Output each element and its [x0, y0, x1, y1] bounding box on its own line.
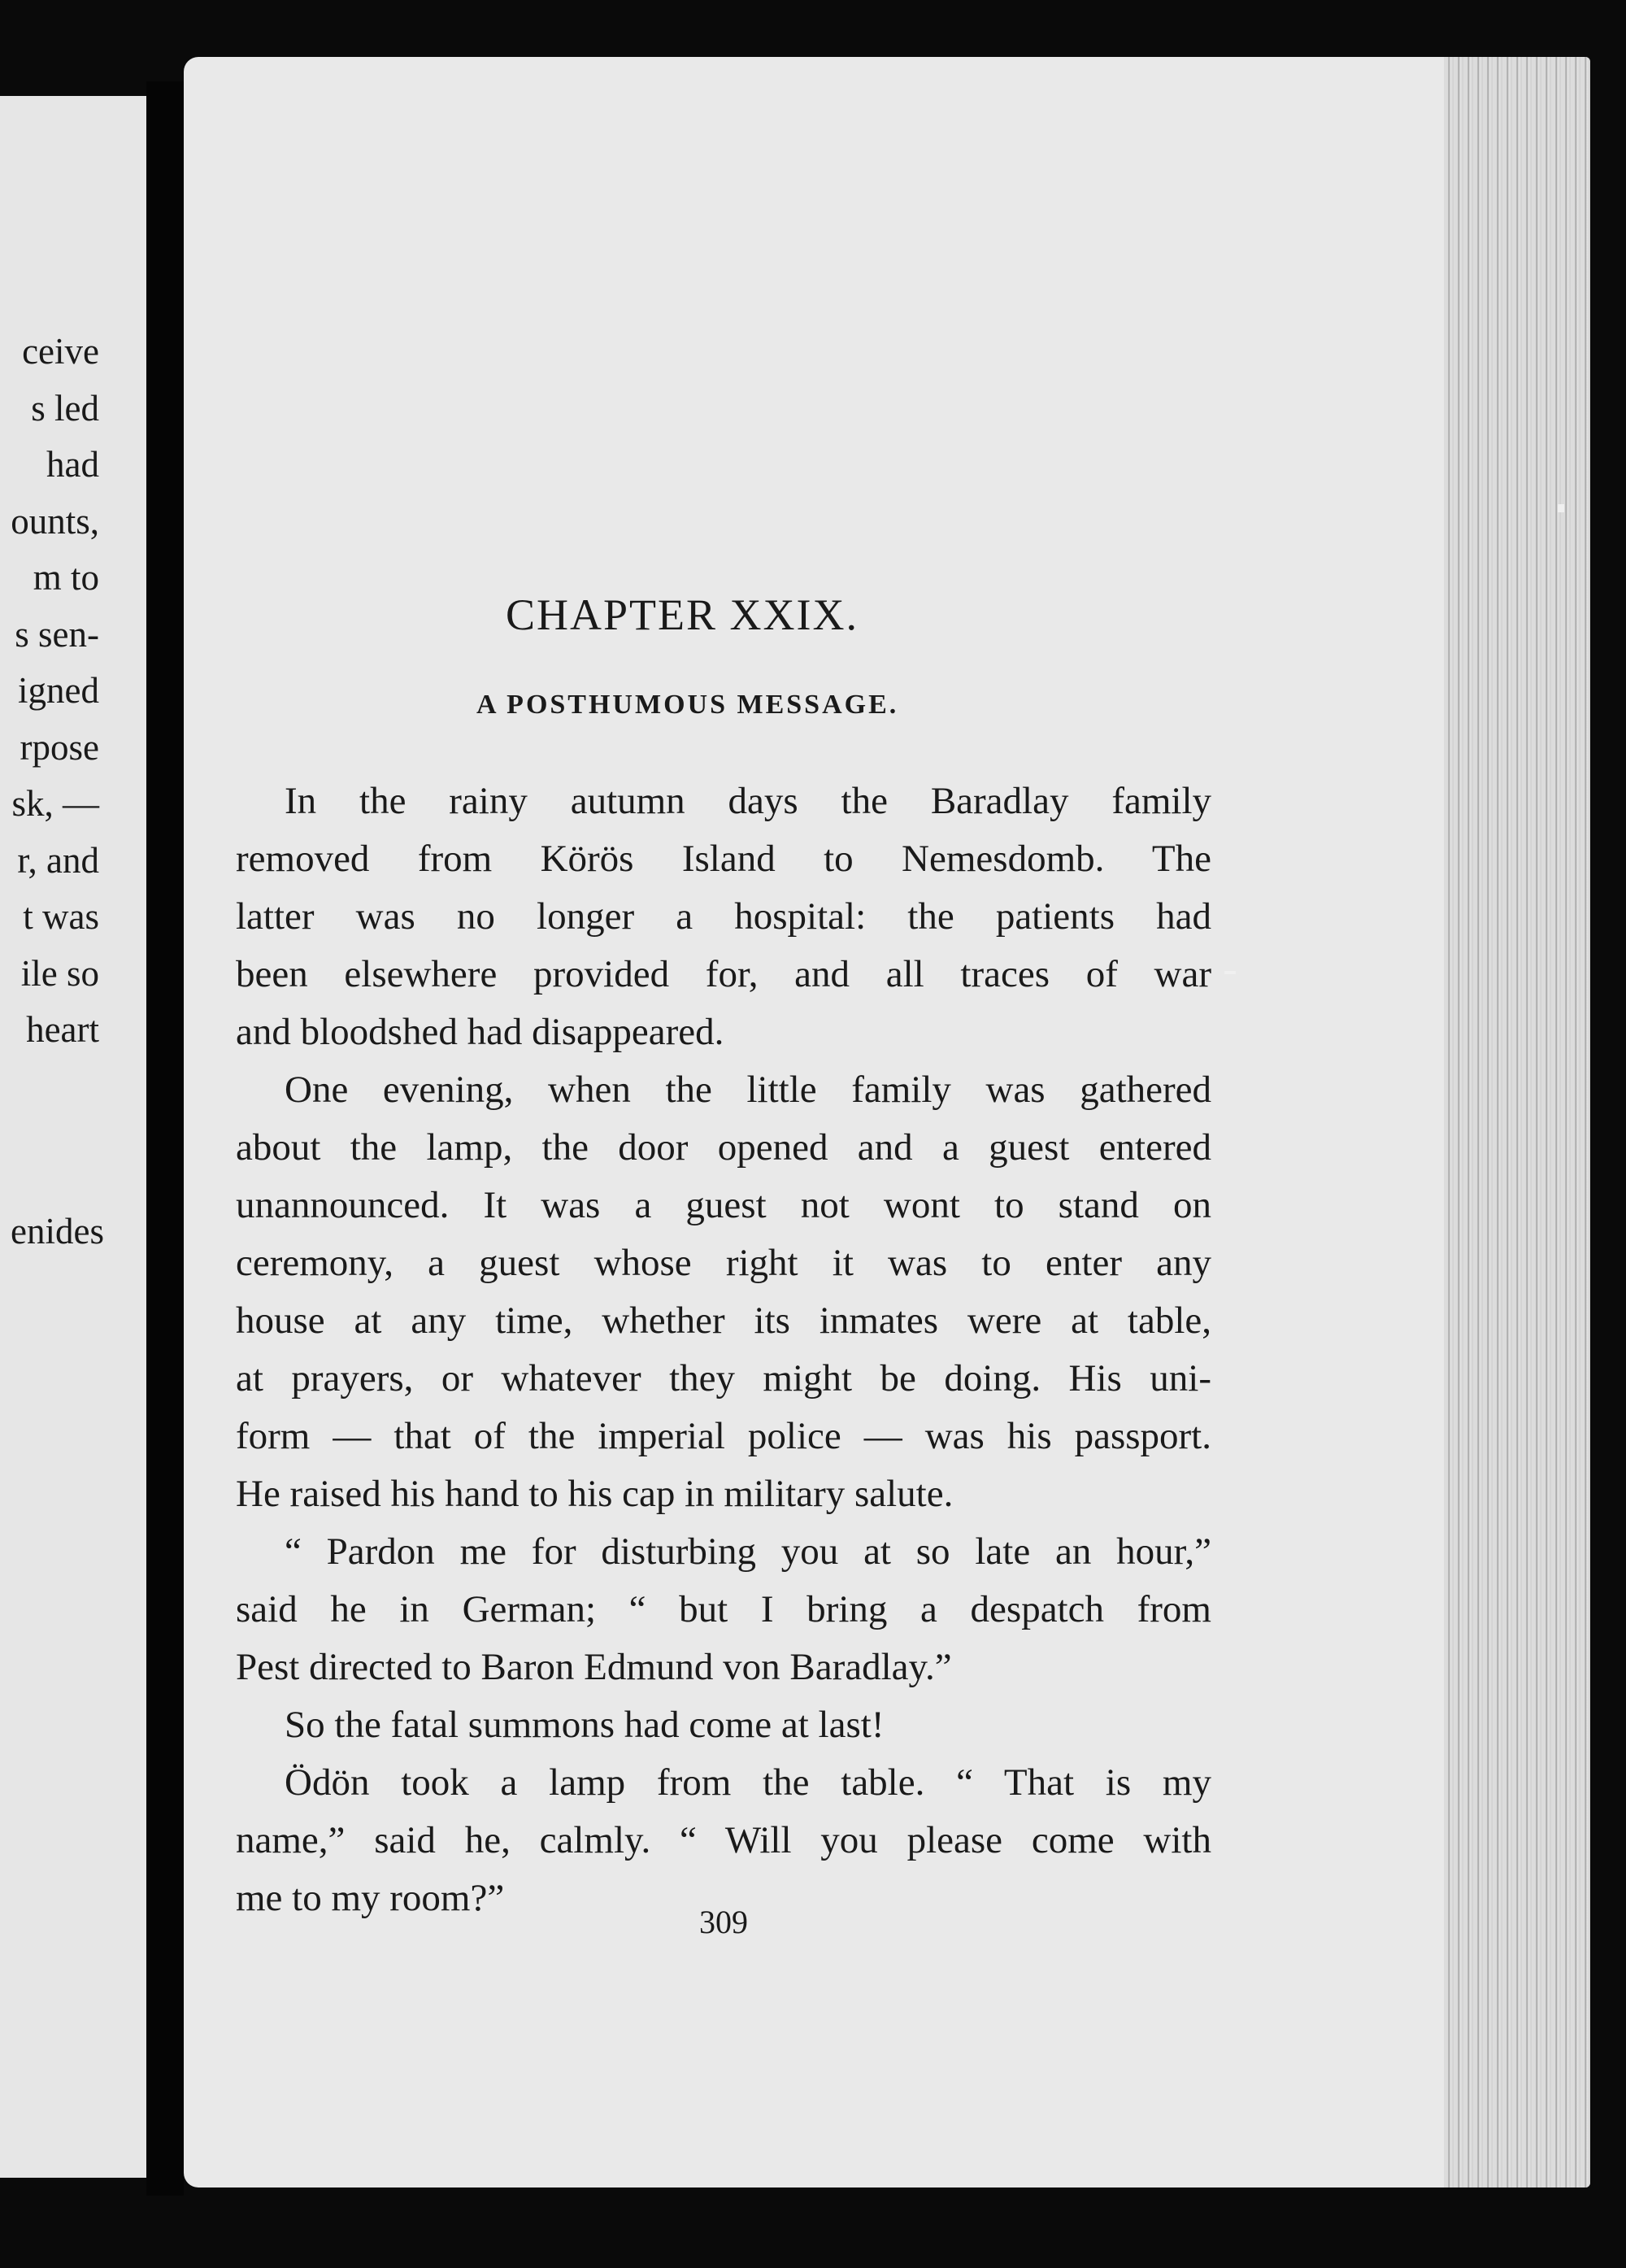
- text-line: house at any time, whether its inmates were at table,: [236, 1299, 1211, 1342]
- text-line: been elsewhere provided for, and all traces of war: [236, 953, 1211, 995]
- text-line: about the lamp, the door opened and a guest entered: [236, 1126, 1211, 1169]
- text-line: Pest directed to Baron Edmund von Baradlay.”: [236, 1646, 952, 1688]
- chapter-subtitle: A POSTHUMOUS MESSAGE.: [476, 690, 899, 720]
- previous-page-line: s sen-: [15, 613, 99, 655]
- chapter-title: CHAPTER XXIX.: [506, 590, 859, 639]
- previous-page-line: t was: [23, 896, 99, 937]
- previous-page-line: ceive: [22, 331, 99, 372]
- text-line: ceremony, a guest whose right it was to enter any: [236, 1242, 1211, 1284]
- page-number: 309: [699, 1904, 748, 1940]
- text-line: said he in German; “ but I bring a despatch from: [236, 1588, 1211, 1630]
- text-line: So the fatal summons had come at last!: [285, 1704, 885, 1746]
- previous-page-fragment: [0, 96, 146, 2178]
- text-line: Ödön took a lamp from the table. “ That is my: [285, 1761, 1211, 1804]
- previous-page-line: s led: [31, 387, 99, 429]
- text-line: In the rainy autumn days the Baradlay family: [285, 780, 1211, 822]
- text-line: removed from Körös Island to Nemesdomb. The: [236, 838, 1211, 880]
- text-line: form — that of the imperial police — was his passport.: [236, 1415, 1211, 1457]
- previous-page-line: m to: [33, 557, 99, 598]
- scan-speck: [1558, 504, 1564, 512]
- text-line: One evening, when the little family was gathered: [285, 1069, 1211, 1111]
- previous-page-text: [11, 324, 99, 1059]
- previous-page-line: r, and: [17, 839, 99, 881]
- previous-page-line: ile so: [20, 952, 99, 994]
- previous-page-line: heart: [26, 1009, 99, 1050]
- scan-speck: [1224, 971, 1236, 974]
- text-line: at prayers, or whatever they might be doing. His uni-: [236, 1357, 1211, 1400]
- previous-page-line: rpose: [20, 726, 99, 768]
- text-line: latter was no longer a hospital: the patients had: [236, 895, 1211, 938]
- previous-page-line: igned: [18, 670, 99, 711]
- book-page: [184, 57, 1590, 2187]
- previous-page-line: ounts,: [11, 500, 99, 542]
- text-line: “ Pardon me for disturbing you at so late an hour,”: [285, 1530, 1211, 1573]
- previous-page-line: had: [46, 444, 99, 485]
- text-line: and bloodshed had disappeared.: [236, 1011, 724, 1053]
- book-gutter: [146, 81, 184, 2196]
- page-edges: [1444, 57, 1590, 2187]
- previous-page-line: enides: [11, 1211, 104, 1252]
- text-line: name,” said he, calmly. “ Will you please come with: [236, 1819, 1211, 1861]
- text-line: unannounced. It was a guest not wont to stand on: [236, 1184, 1211, 1226]
- text-line: He raised his hand to his cap in military salute.: [236, 1473, 954, 1515]
- previous-page-line: sk, —: [11, 783, 99, 824]
- text-line: me to my room?”: [236, 1877, 505, 1919]
- chapter-body: [236, 773, 1211, 1927]
